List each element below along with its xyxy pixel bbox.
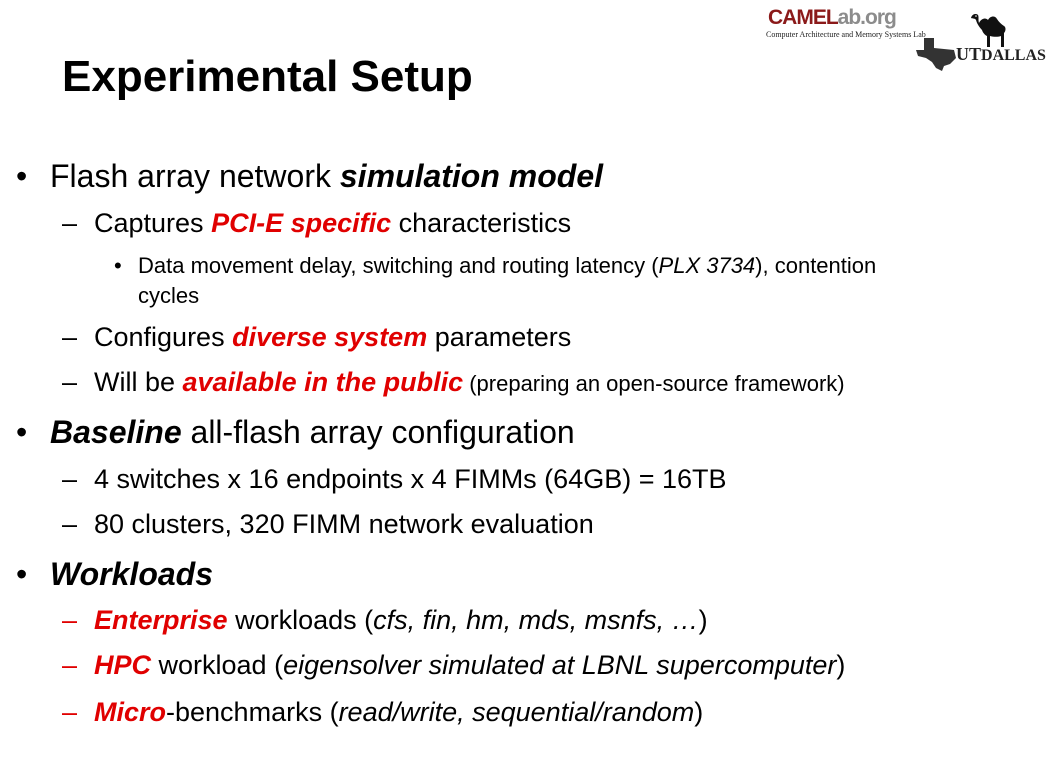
bullet-text: all-flash array configuration xyxy=(181,414,575,450)
sub-sub-bullet-text: ), contention xyxy=(755,253,877,278)
sub-bullet-emphasis: PCI-E specific xyxy=(211,208,392,238)
sub-bullet-emphasis: HPC xyxy=(94,650,152,680)
sub-bullet-italic: cfs, fin, hm, mds, msnfs, … xyxy=(373,605,699,635)
sub-bullet-clusters: 80 clusters, 320 FIMM network evaluation xyxy=(94,509,594,539)
sub-bullet-emphasis: available in the public xyxy=(182,367,464,397)
sub-bullet-marker: – xyxy=(62,208,78,238)
sub-bullet-hpc xyxy=(94,650,845,681)
sub-bullet-text: Captures xyxy=(94,208,212,238)
sub-bullet-marker: – xyxy=(62,650,78,680)
sub-bullet-text: characteristics xyxy=(391,208,572,238)
sub-bullet-switches: 4 switches x 16 endpoints x 4 FIMMs (64GB) = 16TB xyxy=(94,464,727,494)
sub-bullet-emphasis: Enterprise xyxy=(94,605,228,635)
camel-logo-part1: CAMEL xyxy=(768,6,838,29)
sub-bullet-text: Will be xyxy=(94,367,183,397)
bullet-baseline xyxy=(50,414,575,451)
camel-logo-part2: ab.org xyxy=(837,6,896,29)
sub-bullet-marker: – xyxy=(62,509,78,539)
sub-bullet-text: ) xyxy=(836,650,846,680)
sub-bullet-text: parameters xyxy=(427,322,572,352)
sub-bullet-text: ) xyxy=(698,605,708,635)
slide-title: Experimental Setup xyxy=(62,52,473,101)
bullet-marker: • xyxy=(16,556,28,592)
sub-bullet-note: (preparing an open-source framework) xyxy=(463,371,845,396)
sub-bullet-captures xyxy=(94,208,571,239)
bullet-flash-array xyxy=(50,158,603,195)
sub-bullet-marker: – xyxy=(62,464,78,494)
bullet-text: Flash array network xyxy=(50,158,340,194)
sub-bullet-marker: – xyxy=(62,322,78,352)
sub-bullet-italic: read/write, sequential/random xyxy=(338,697,695,727)
sub-bullet-marker: – xyxy=(62,697,78,727)
sub-bullet-emphasis: diverse system xyxy=(232,322,428,352)
sub-bullet-text: ) xyxy=(694,697,704,727)
sub-sub-bullet-continuation: cycles xyxy=(138,283,200,308)
sub-bullet-text: Configures xyxy=(94,322,233,352)
sub-bullet-micro xyxy=(94,697,703,728)
dallas-text: DALLAS xyxy=(981,47,1046,64)
sub-bullet-text: -benchmarks ( xyxy=(166,697,339,727)
bullet-emphasis: Baseline xyxy=(50,414,182,450)
ut-text: UT xyxy=(956,44,982,64)
sub-sub-bullet-italic: PLX 3734 xyxy=(658,253,756,278)
sub-bullet-marker: – xyxy=(62,367,78,397)
bullet-marker: • xyxy=(16,414,28,450)
lab-name: Computer Architecture and Memory Systems Lab xyxy=(766,30,926,39)
bullet-emphasis: simulation model xyxy=(339,158,604,194)
sub-sub-bullet-text: Data movement delay, switching and routing latency ( xyxy=(138,253,659,278)
sub-bullet-available xyxy=(94,367,845,398)
sub-bullet-marker: – xyxy=(62,605,78,635)
bullet-marker: • xyxy=(16,158,28,194)
sub-sub-bullet-data-movement xyxy=(138,253,876,279)
sub-sub-bullet-marker: • xyxy=(114,253,122,278)
bullet-workloads: Workloads xyxy=(50,556,213,592)
sub-bullet-italic: eigensolver simulated at LBNL supercomputer xyxy=(283,650,837,680)
sub-bullet-configures xyxy=(94,322,571,353)
sub-bullet-text: workload ( xyxy=(151,650,284,680)
sub-bullet-emphasis: Micro xyxy=(94,697,167,727)
sub-bullet-enterprise xyxy=(94,605,708,636)
sub-bullet-text: workloads ( xyxy=(227,605,374,635)
